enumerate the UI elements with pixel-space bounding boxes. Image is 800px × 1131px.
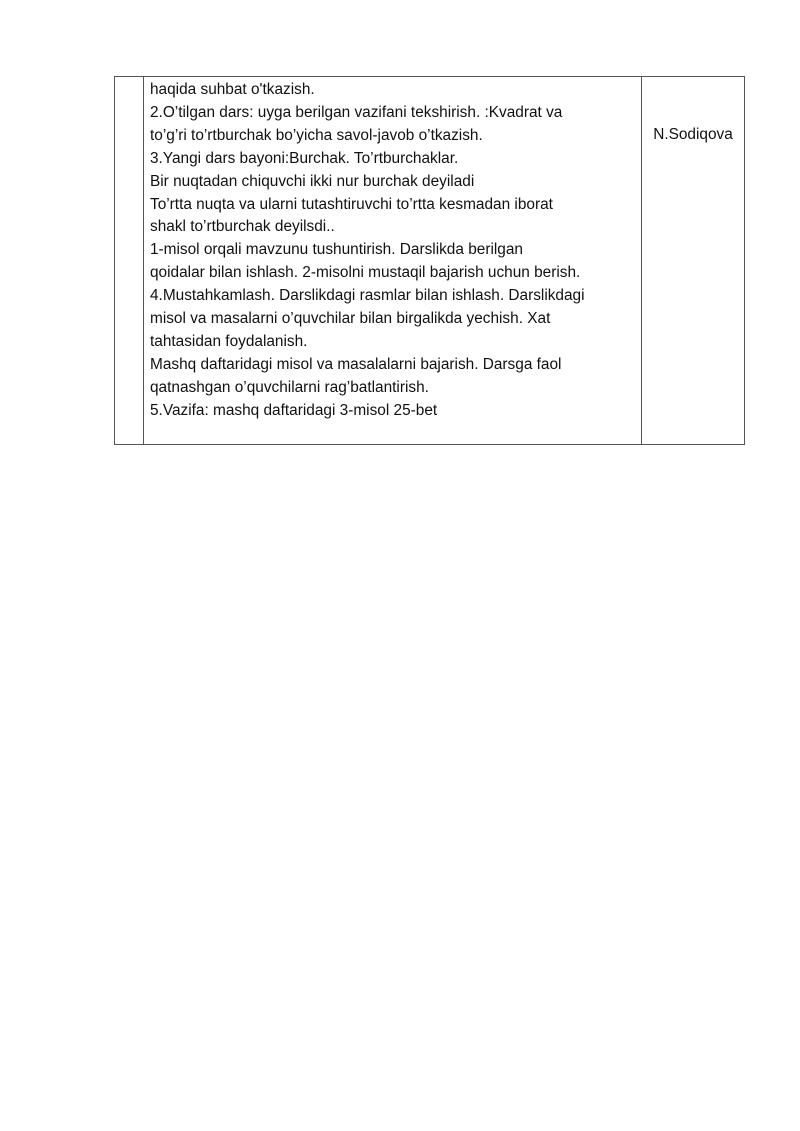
content-line: haqida suhbat o'tkazish. [150,81,315,98]
content-line: misol va masalarni o’quvchilar bilan birgalikda yechish. Xat [150,310,551,328]
content-line: qoidalar bilan ishlash. 2-misolni mustaqil bajarish uchun berish. [150,264,581,282]
content-line: 4.Mustahkamlash. Darslikdagi rasmlar bilan ishlash. Darslikdagi [150,287,585,305]
content-line: 1-misol orqali mavzunu tushuntirish. Darslikda berilgan [150,241,523,259]
content-line: tahtasidan foydalanish. [150,332,308,350]
lesson-content-cell [144,77,642,445]
lesson-content [144,77,641,423]
content-line: 3.Yangi dars bayoni:Burchak. To’rtburchaklar. [150,149,459,167]
row-number-cell [115,77,144,445]
content-line: shakl to’rtburchak deyilsdi.. [150,218,335,236]
teacher-name: N.Sodiqova [653,126,733,143]
content-line: To’rtta nuqta va ularni tutashtiruvchi to’rtta kesmadan iborat [150,195,553,213]
content-line: Bir nuqtadan chiquvchi ikki nur burchak deyiladi [150,172,475,190]
content-line: qatnashgan o’quvchilarni rag’batlantirish. [150,378,429,396]
table-row [115,77,745,445]
content-line: 2.O’tilgan dars: uyga berilgan vazifani tekshirish. :Kvadrat va [150,103,563,121]
content-line: Mashq daftaridagi misol va masalalarni bajarish. Darsga faol [150,355,562,373]
content-line: to’g’ri to’rtburchak bo’yicha savol-javob o’tkazish. [150,126,483,144]
content-line: 5.Vazifa: mashq daftaridagi 3-misol 25-bet [150,401,438,419]
teacher-cell [642,77,745,445]
lesson-plan-table [114,76,745,445]
